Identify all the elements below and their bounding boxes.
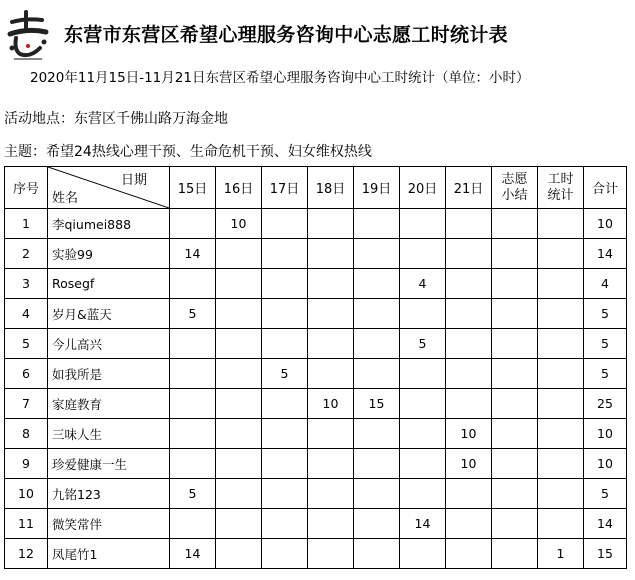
row-day-cell (446, 209, 492, 239)
row-day-cell (170, 329, 216, 359)
row-summary (492, 209, 538, 239)
row-seq: 10 (5, 479, 48, 509)
row-day-cell (308, 239, 354, 269)
table-row (5, 389, 627, 419)
row-summary (492, 359, 538, 389)
row-summary (492, 269, 538, 299)
header-summary: 志愿 小结 (492, 167, 538, 209)
row-hours (538, 329, 584, 359)
row-day-cell (170, 389, 216, 419)
row-day-cell (262, 209, 308, 239)
row-name: 岁月&蓝天 (48, 299, 170, 329)
row-seq: 5 (5, 329, 48, 359)
row-day-cell (170, 509, 216, 539)
row-day-cell (354, 329, 400, 359)
row-day-cell (216, 509, 262, 539)
header-date-name (48, 167, 170, 209)
row-total: 5 (584, 359, 627, 389)
row-summary (492, 509, 538, 539)
table-row (5, 479, 627, 509)
row-day-cell (216, 389, 262, 419)
row-day-cell (354, 359, 400, 389)
row-total: 4 (584, 269, 627, 299)
row-day-cell (400, 359, 446, 389)
row-seq: 6 (5, 359, 48, 389)
row-day-cell (262, 539, 308, 569)
row-name: 凤尾竹1 (48, 539, 170, 569)
row-hours (538, 419, 584, 449)
row-day-cell (400, 419, 446, 449)
row-day-cell (170, 359, 216, 389)
row-day-cell (262, 269, 308, 299)
row-total: 5 (584, 329, 627, 359)
row-day-cell (262, 449, 308, 479)
table-row (5, 239, 627, 269)
row-day-cell (446, 239, 492, 269)
row-day-cell (216, 269, 262, 299)
row-seq: 1 (5, 209, 48, 239)
row-day-cell: 5 (400, 329, 446, 359)
row-day-cell (308, 209, 354, 239)
header-day-18: 18日 (308, 167, 354, 209)
row-day-cell: 5 (170, 299, 216, 329)
row-day-cell (308, 329, 354, 359)
row-seq: 7 (5, 389, 48, 419)
row-day-cell (308, 299, 354, 329)
header-hours: 工时 统计 (538, 167, 584, 209)
row-summary (492, 419, 538, 449)
row-day-cell (262, 479, 308, 509)
subtitle: 2020年11月15日-11月21日东营区希望心理服务咨询中心工时统计（单位：小时） (30, 70, 530, 86)
row-day-cell (446, 269, 492, 299)
row-seq: 12 (5, 539, 48, 569)
header-day-19: 19日 (354, 167, 400, 209)
row-total: 14 (584, 239, 627, 269)
row-day-cell (170, 209, 216, 239)
row-day-cell: 14 (170, 539, 216, 569)
header-day-16: 16日 (216, 167, 262, 209)
header-day-17: 17日 (262, 167, 308, 209)
hours-table (4, 166, 627, 569)
page-title: 东营市东营区希望心理服务咨询中心志愿工时统计表 (64, 24, 508, 46)
header-name: 姓名 (52, 191, 79, 206)
table-row (5, 269, 627, 299)
row-hours (538, 299, 584, 329)
header-date: 日期 (120, 173, 147, 188)
row-day-cell (216, 359, 262, 389)
row-total: 5 (584, 479, 627, 509)
row-day-cell (308, 509, 354, 539)
row-day-cell (308, 419, 354, 449)
row-seq: 2 (5, 239, 48, 269)
row-name: 如我所是 (48, 359, 170, 389)
row-day-cell (400, 539, 446, 569)
row-name: 珍爱健康一生 (48, 449, 170, 479)
row-day-cell (446, 299, 492, 329)
row-day-cell (170, 449, 216, 479)
row-day-cell: 4 (400, 269, 446, 299)
row-day-cell (216, 419, 262, 449)
row-hours (538, 449, 584, 479)
row-total: 10 (584, 449, 627, 479)
activity-topic: 主题：希望24热线心理干预、生命危机干预、妇女维权热线 (4, 144, 372, 160)
row-summary (492, 299, 538, 329)
table-row (5, 449, 627, 479)
row-summary (492, 479, 538, 509)
table-row (5, 509, 627, 539)
row-name: 李qiumei888 (48, 209, 170, 239)
row-day-cell (308, 479, 354, 509)
row-day-cell (446, 479, 492, 509)
row-seq: 8 (5, 419, 48, 449)
row-day-cell (446, 539, 492, 569)
row-day-cell (446, 389, 492, 419)
row-name: 今儿高兴 (48, 329, 170, 359)
row-day-cell (446, 359, 492, 389)
row-day-cell (354, 299, 400, 329)
row-day-cell (308, 359, 354, 389)
row-name: 家庭教育 (48, 389, 170, 419)
row-day-cell (308, 269, 354, 299)
row-name: 实验99 (48, 239, 170, 269)
row-day-cell (262, 389, 308, 419)
organization-logo-icon (6, 8, 50, 64)
row-day-cell (354, 509, 400, 539)
row-hours (538, 209, 584, 239)
row-name: 三味人生 (48, 419, 170, 449)
header-day-20: 20日 (400, 167, 446, 209)
table-row (5, 209, 627, 239)
row-day-cell (216, 239, 262, 269)
row-day-cell (354, 539, 400, 569)
table-row (5, 329, 627, 359)
row-day-cell: 10 (308, 389, 354, 419)
row-day-cell (216, 299, 262, 329)
row-seq: 9 (5, 449, 48, 479)
row-day-cell (170, 269, 216, 299)
row-hours: 1 (538, 539, 584, 569)
table-row (5, 419, 627, 449)
row-day-cell (216, 329, 262, 359)
row-day-cell (216, 479, 262, 509)
row-day-cell (354, 479, 400, 509)
row-day-cell: 10 (446, 449, 492, 479)
row-day-cell (308, 449, 354, 479)
header-row (5, 167, 627, 209)
row-day-cell (262, 509, 308, 539)
row-day-cell (446, 329, 492, 359)
row-total: 25 (584, 389, 627, 419)
row-day-cell: 15 (354, 389, 400, 419)
row-day-cell (262, 239, 308, 269)
row-seq: 11 (5, 509, 48, 539)
row-day-cell (400, 479, 446, 509)
row-name: Rosegf (48, 269, 170, 299)
row-seq: 4 (5, 299, 48, 329)
row-day-cell: 10 (446, 419, 492, 449)
row-summary (492, 329, 538, 359)
row-hours (538, 239, 584, 269)
row-day-cell (446, 509, 492, 539)
row-day-cell: 5 (170, 479, 216, 509)
row-day-cell (262, 419, 308, 449)
row-hours (538, 359, 584, 389)
row-hours (538, 389, 584, 419)
row-summary (492, 449, 538, 479)
header-total: 合计 (584, 167, 627, 209)
row-day-cell: 5 (262, 359, 308, 389)
row-day-cell: 10 (216, 209, 262, 239)
row-day-cell (354, 269, 400, 299)
row-hours (538, 269, 584, 299)
row-seq: 3 (5, 269, 48, 299)
row-hours (538, 509, 584, 539)
row-day-cell: 14 (400, 509, 446, 539)
row-day-cell: 14 (170, 239, 216, 269)
table-row (5, 359, 627, 389)
header-day-15: 15日 (170, 167, 216, 209)
row-hours (538, 479, 584, 509)
header-day-21: 21日 (446, 167, 492, 209)
row-name: 九铭123 (48, 479, 170, 509)
activity-location: 活动地点：东营区千佛山路万海金地 (4, 111, 228, 127)
header-seq: 序号 (5, 167, 48, 209)
row-day-cell (400, 389, 446, 419)
row-day-cell (216, 449, 262, 479)
row-total: 5 (584, 299, 627, 329)
row-summary (492, 389, 538, 419)
row-name: 微笑常伴 (48, 509, 170, 539)
row-summary (492, 539, 538, 569)
row-day-cell (354, 209, 400, 239)
row-day-cell (400, 299, 446, 329)
row-total: 14 (584, 509, 627, 539)
row-day-cell (216, 539, 262, 569)
row-day-cell (354, 449, 400, 479)
row-day-cell (308, 539, 354, 569)
row-total: 10 (584, 209, 627, 239)
row-summary (492, 239, 538, 269)
row-day-cell (354, 239, 400, 269)
row-day-cell (262, 329, 308, 359)
table-row (5, 539, 627, 569)
row-day-cell (262, 299, 308, 329)
row-total: 10 (584, 419, 627, 449)
row-day-cell (354, 419, 400, 449)
row-day-cell (400, 239, 446, 269)
table-row (5, 299, 627, 329)
row-day-cell (170, 419, 216, 449)
row-total: 15 (584, 539, 627, 569)
row-day-cell (400, 449, 446, 479)
row-day-cell (400, 209, 446, 239)
